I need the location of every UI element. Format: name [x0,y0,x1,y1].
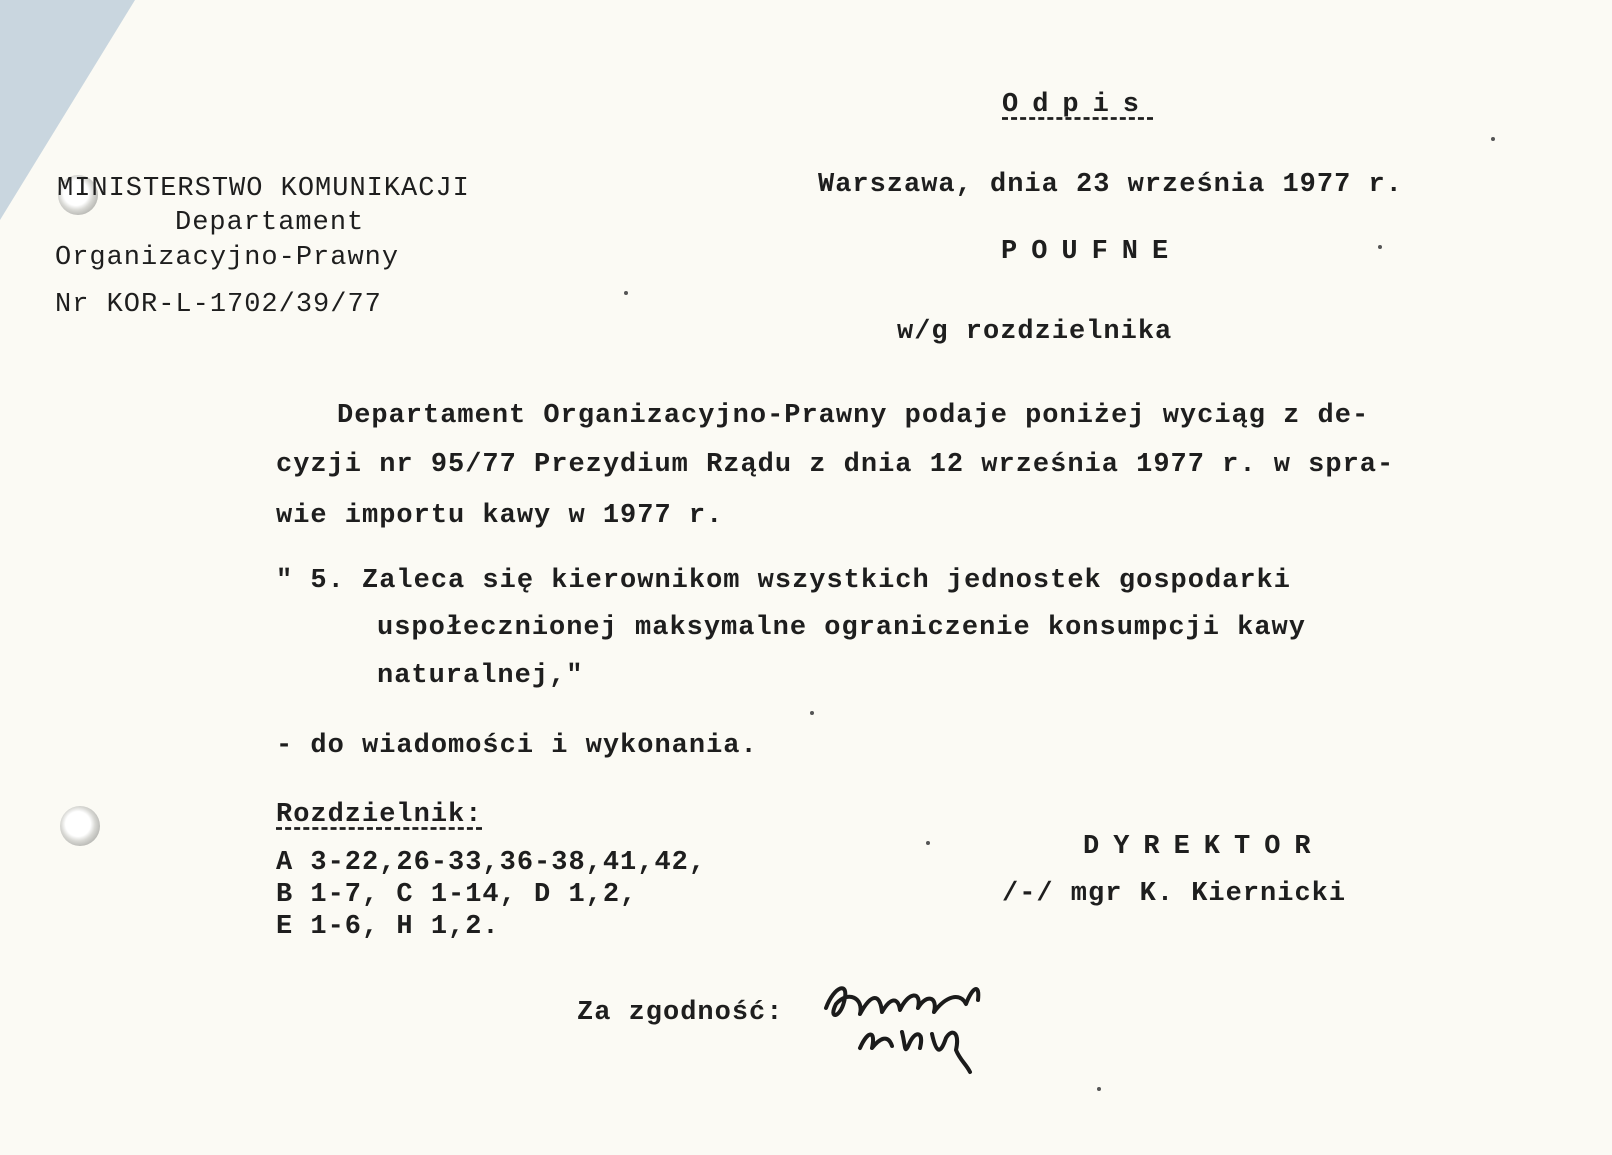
paper-fleck [926,841,930,845]
paper-fleck [1097,1087,1101,1091]
body-line-3: wie importu kawy w 1977 r. [276,501,724,531]
department-label: Departament [175,208,365,238]
paper-fleck [1378,245,1382,249]
classification: POUFNE [1001,237,1183,267]
place-date: Warszawa, dnia 23 września 1977 r. [818,170,1403,200]
copy-label: Odpis [1002,90,1154,120]
reference-number: Nr KOR-L-1702/39/77 [55,290,382,320]
director-title: DYREKTOR [1083,832,1325,862]
certification-label: Za zgodność: [577,998,784,1028]
handwritten-signature [820,968,1010,1078]
director-name: /-/ mgr K. Kiernicki [1002,879,1347,909]
distribution-label: Rozdzielnik: [276,800,483,830]
paper-fleck [624,291,628,295]
paper-fleck [810,711,814,715]
quote-line-2: uspołecznionej maksymalne ograniczenie konsumpcji kawy [377,613,1306,643]
closing-line: - do wiadomości i wykonania. [276,731,758,761]
body-line-2: cyzji nr 95/77 Prezydium Rządu z dnia 12 września 1977 r. w spra- [276,450,1395,480]
quote-line-3: naturalnej," [377,661,584,691]
distribution-line-1: A 3-22,26-33,36-38,41,42, [276,848,707,878]
body-line-1: Departament Organizacyjno-Prawny podaje poniżej wyciąg z de- [337,401,1370,431]
quote-line-1: " 5. Zaleca się kierownikom wszystkich jednostek gospodarki [276,566,1291,596]
distribution-line-2: B 1-7, C 1-14, D 1,2, [276,880,638,910]
ministry-name: MINISTERSTWO KOMUNIKACJI [57,174,470,204]
punch-hole-bottom [60,806,100,846]
addressee: w/g rozdzielnika [897,317,1173,347]
paper-fleck [1491,137,1495,141]
department-name: Organizacyjno-Prawny [55,243,400,273]
distribution-line-3: E 1-6, H 1,2. [276,912,500,942]
